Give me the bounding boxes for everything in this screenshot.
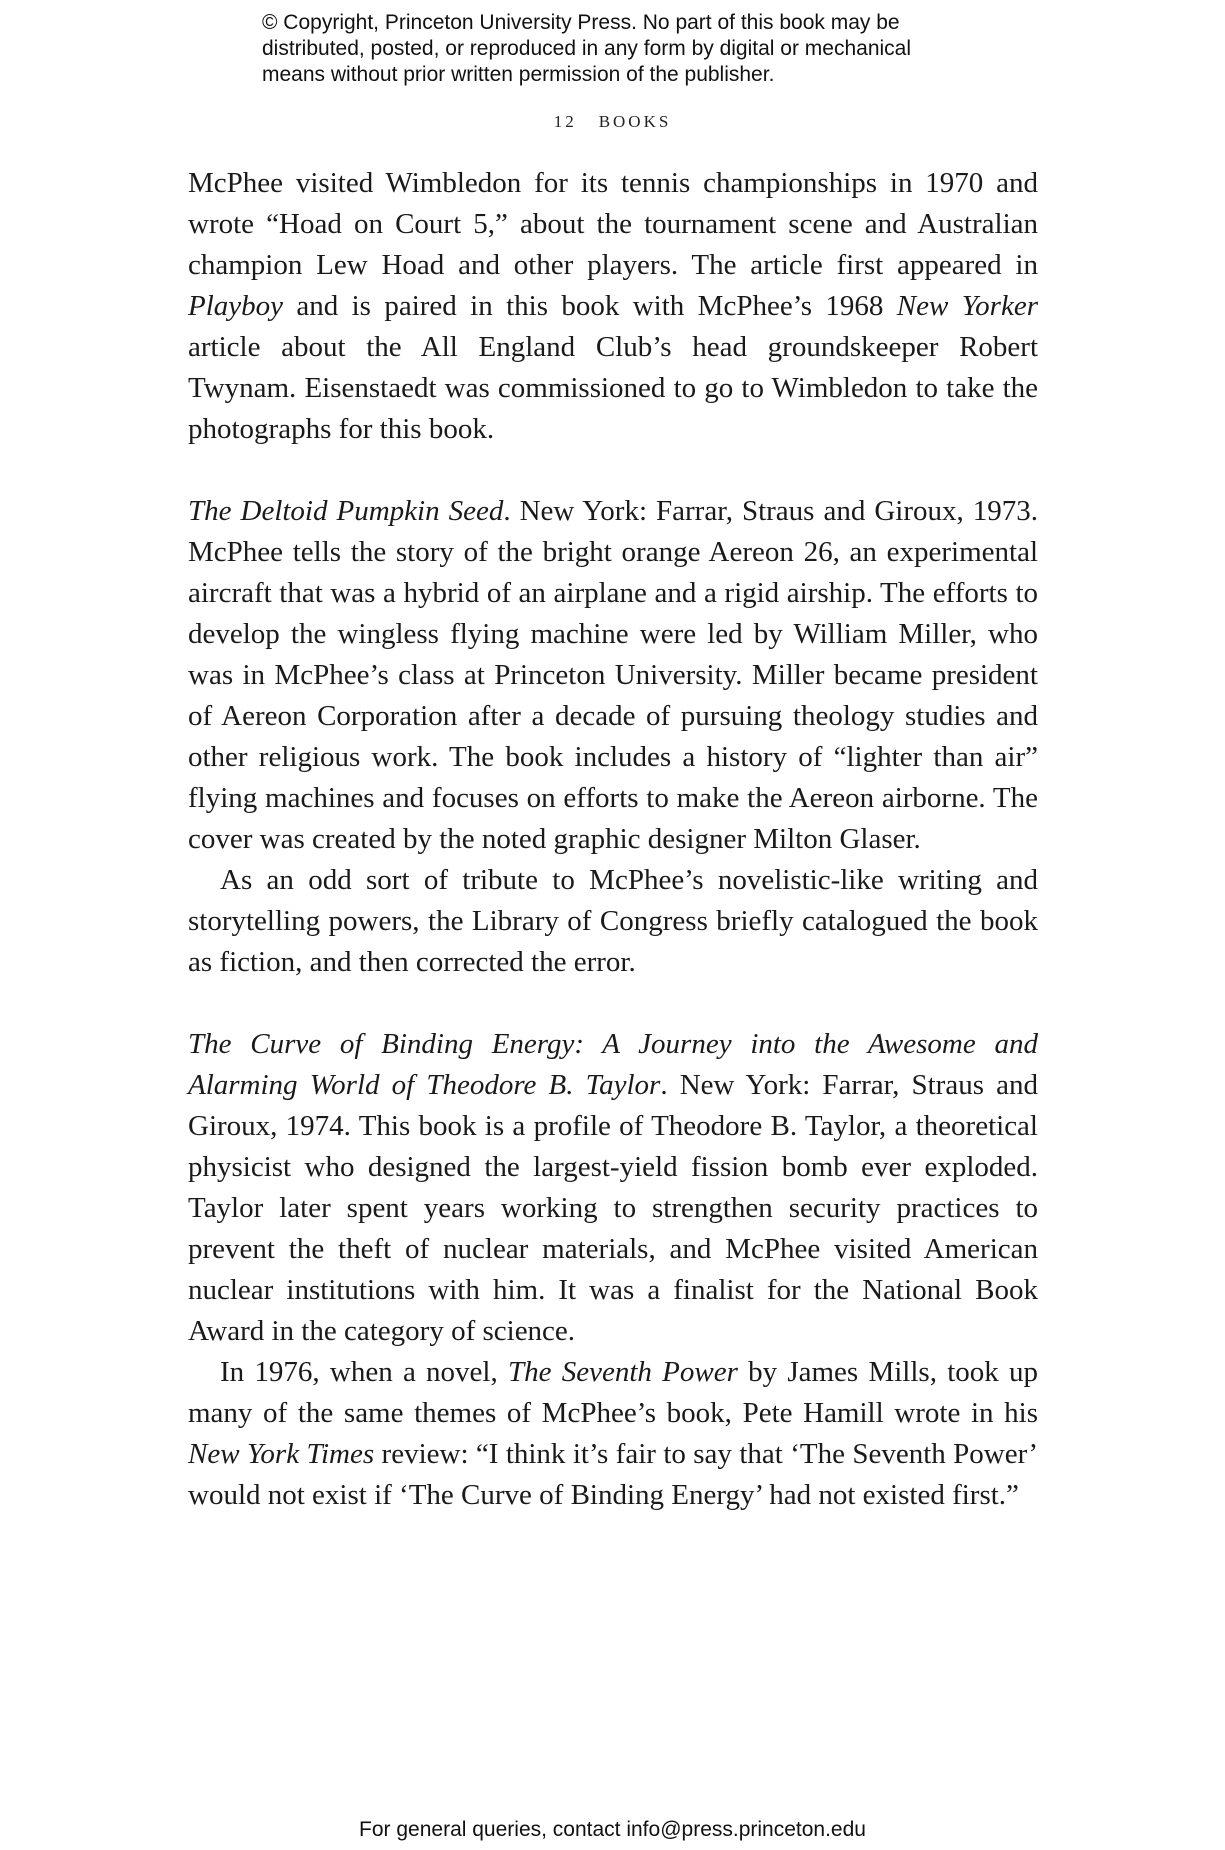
copyright-notice: [262, 10, 962, 88]
text-run: McPhee visited Wimbledon for its tennis championships in 1970 and wrote “Hoad on Court 5,” about the tournament scene and Australian champion Lew Hoad and other players. The article first appeared in: [188, 167, 1038, 281]
running-head: [0, 112, 1225, 132]
magazine-title: Playboy: [188, 290, 284, 322]
paragraph: [188, 860, 1038, 983]
footer-contact: For general queries, contact info@press.princeton.edu: [359, 1818, 866, 1841]
text-run: . New York: Farrar, Straus and Giroux, 1974. This book is a profile of Theodore B. Taylor, a theoretical physicist who designed the largest-yield fission bomb ever exploded. Taylor later spent years working to strengthen security practices to prevent the theft of nuclear materials, and McPhee visited American nuclear institutions with him. It was a finalist for the National Book Award in the category of science.: [188, 1069, 1038, 1347]
paragraph: [188, 163, 1038, 450]
copyright-line: means without prior written permission of the publisher.: [262, 63, 775, 86]
book-title: The Deltoid Pumpkin Seed: [188, 495, 504, 527]
text-run: In 1976, when a novel,: [220, 1356, 508, 1388]
copyright-line: distributed, posted, or reproduced in any form by digital or mechanical: [262, 37, 912, 60]
page-number: 12: [553, 112, 577, 131]
newspaper-title: New York Times: [188, 1438, 375, 1470]
book-entry: [188, 1024, 1038, 1352]
book-entry: [188, 491, 1038, 860]
text-run: As an odd sort of tribute to McPhee’s novelistic-like writing and storytelling powers, the Library of Congress briefly catalogued the book as fiction, and then corrected the error.: [188, 864, 1038, 978]
book-title: The Seventh Power: [507, 1356, 738, 1388]
text-run: review: “I think it’s fair to say that ‘The Seventh Power’ would not exist if ‘The Curve of Binding Energy’ had not existed first.”: [188, 1438, 1038, 1511]
text-run: . New York: Farrar, Straus and Giroux, 1973. McPhee tells the story of the bright orange Aereon 26, an experimental aircraft that was a hybrid of an airplane and a rigid airship. The efforts to develop the wingless flying machine were led by William Miller, who was in McPhee’s class at Princeton University. Miller became president of Aereon Corporation after a decade of pursuing theology studies and other religious work. The book includes a history of “lighter than air” flying machines and focuses on efforts to make the Aereon airborne. The cover was created by the noted graphic designer Milton Glaser.: [188, 495, 1038, 855]
text-run: by James Mills, took up many of the same themes of McPhee’s book, Pete Hamill wrote in his: [188, 1356, 1038, 1429]
section-title: BOOKS: [598, 112, 672, 131]
book-title: The Curve of Binding Energy: A Journey into the Awesome and Alarming World of Theodore B. Taylor: [188, 1028, 1038, 1101]
paragraph: [188, 1352, 1038, 1516]
text-run: and is paired in this book with McPhee’s 1968: [283, 290, 897, 322]
copyright-line: © Copyright, Princeton University Press. No part of this book may be: [262, 11, 900, 34]
text-run: article about the All England Club’s head groundskeeper Robert Twynam. Eisenstaedt was commissioned to go to Wimbledon to take the photographs for this book.: [188, 331, 1038, 445]
page-body: [188, 163, 1038, 1516]
magazine-title: New Yorker: [896, 290, 1038, 322]
